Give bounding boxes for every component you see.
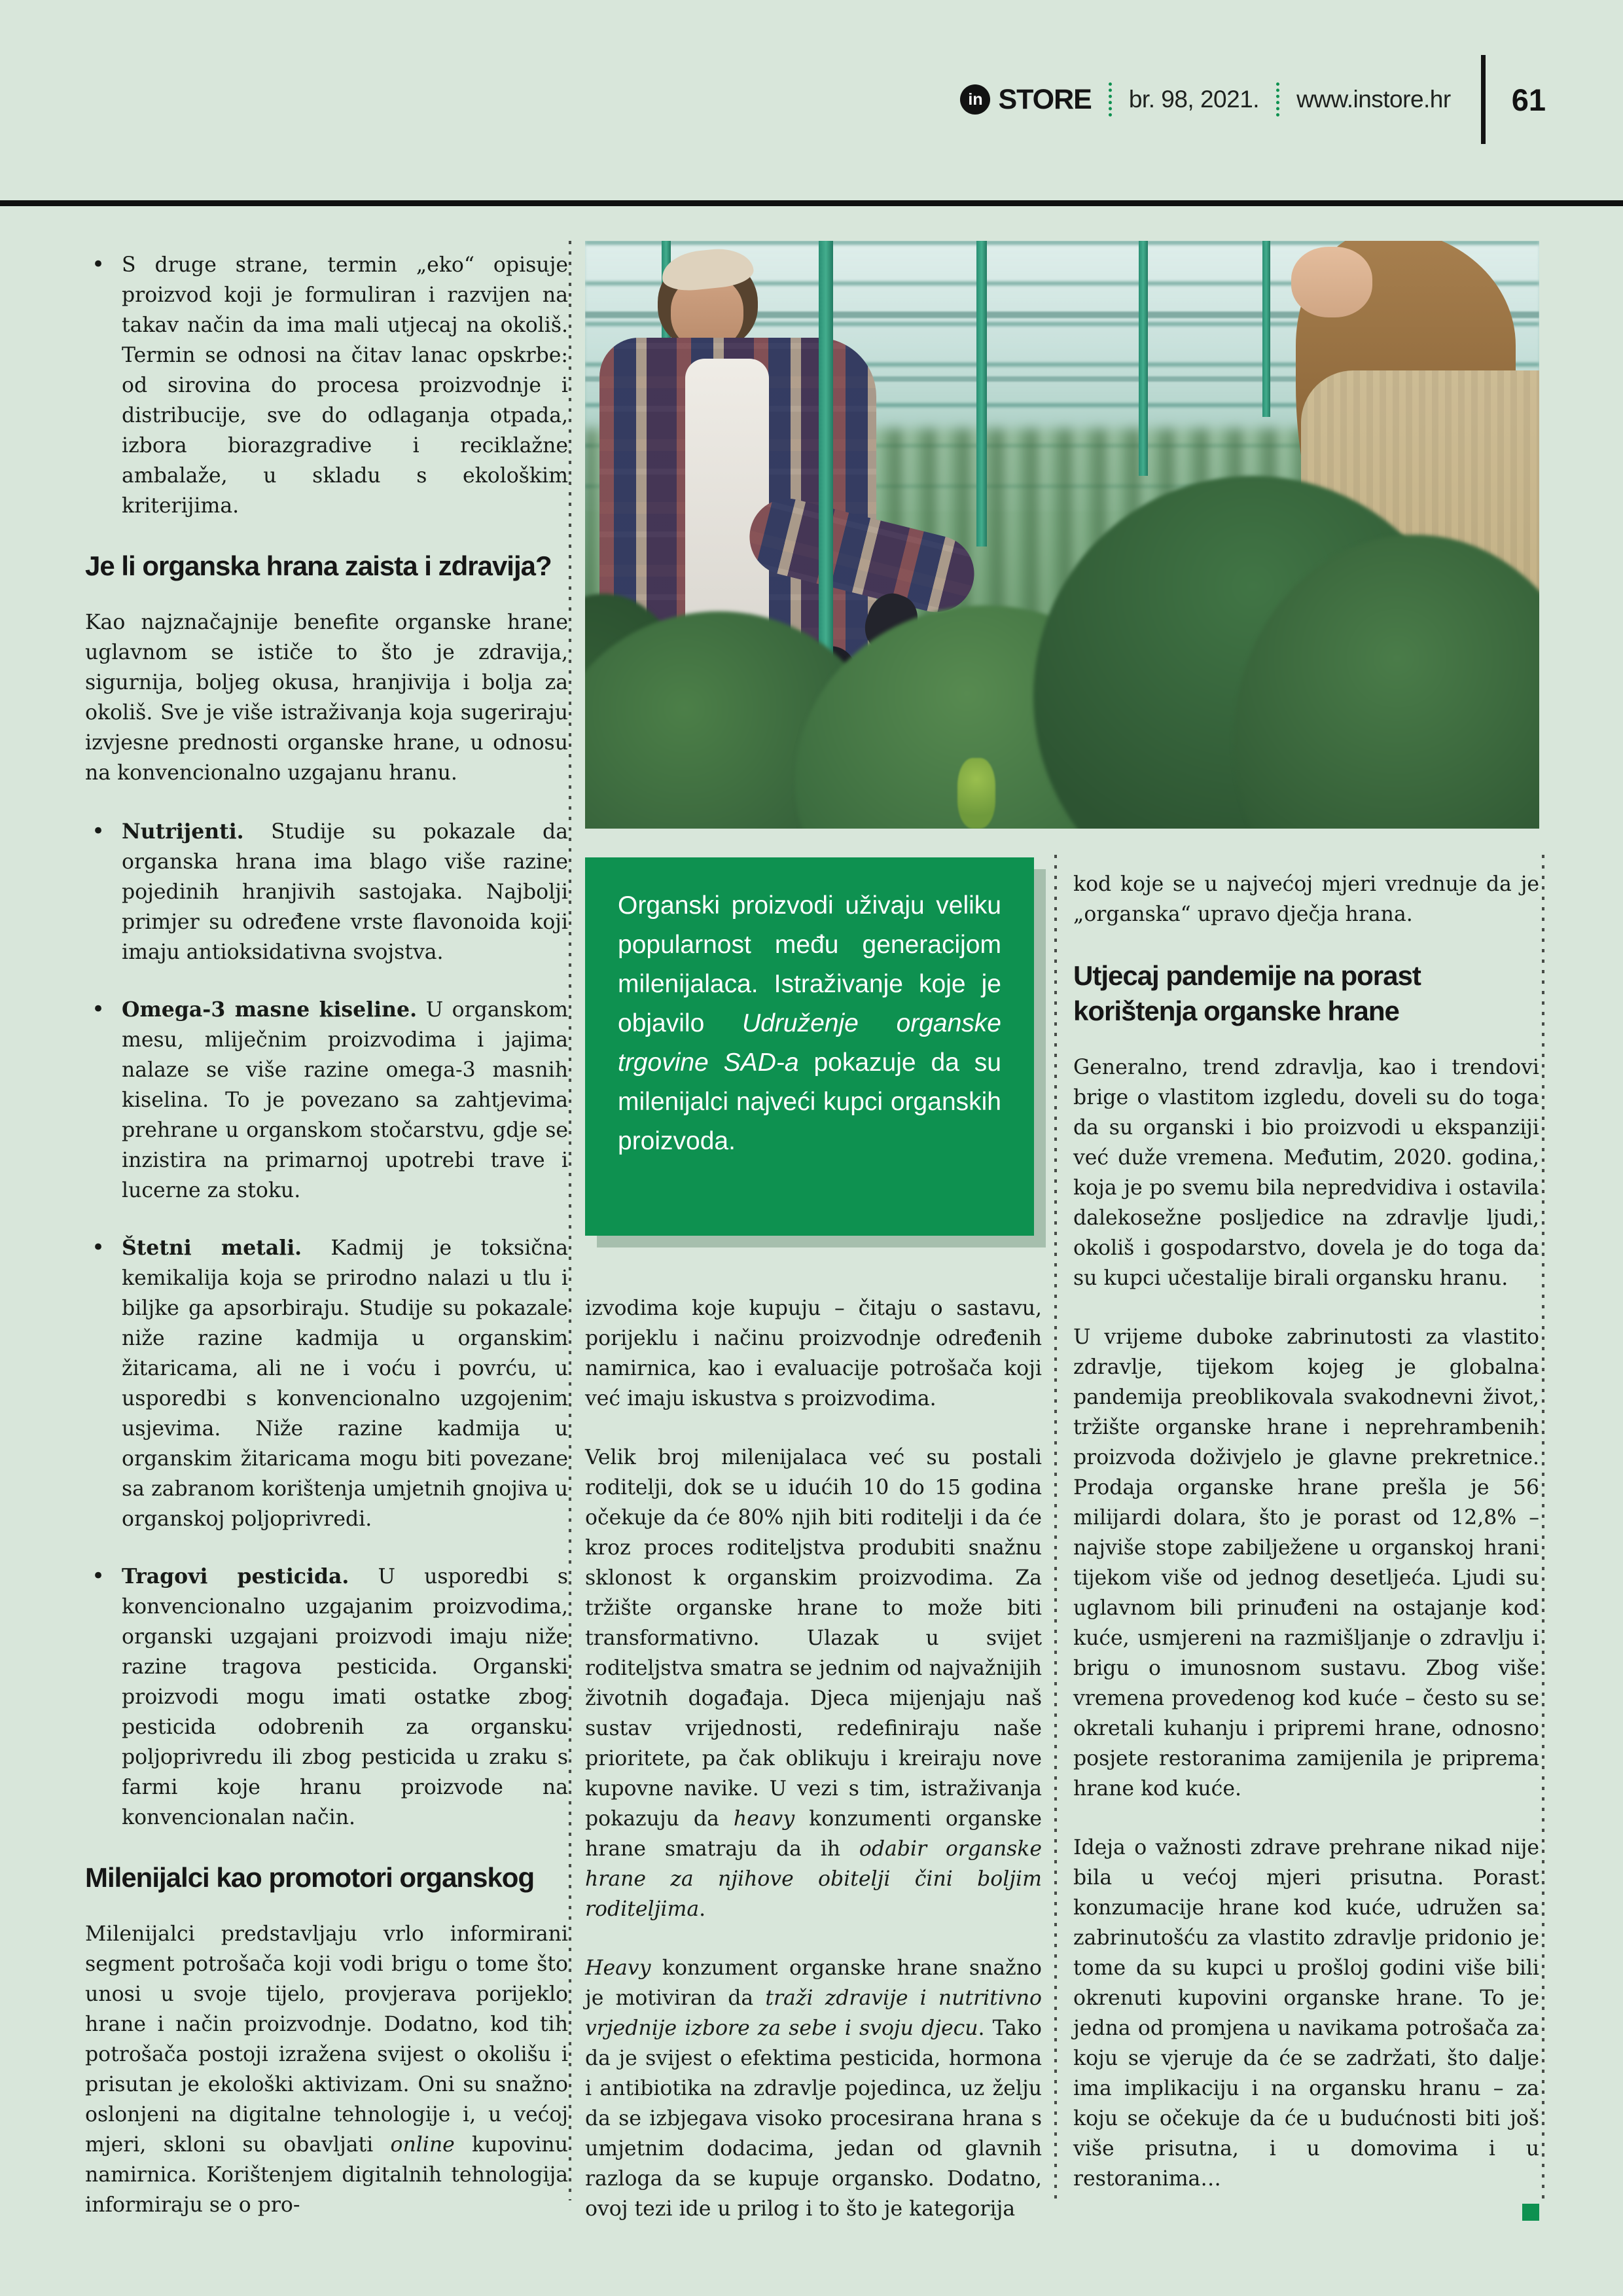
column-separator: [1054, 855, 1057, 2200]
section-heading-millennials: Milenijalci kao promotori organskog: [85, 1862, 535, 1893]
paragraph: Milenijalci predstavljaju vrlo informirani segment potrošača koji vodi brigu o tome što unosi u svoje tijelo, provjerava porijeklo hrane i način proizvodnje. Dodatno, kod tih potrošača postoji izražena svijest o okolišu i prisutan je ekološki aktivizam. Oni su snažno oslonjeni na digitalne tehnologije i, u većoj mjeri, skloni su obavljati online kupovinu namirnica. Korištenjem digitalnih tehnologija informiraju se o pro-: [85, 1922, 568, 2217]
paragraph: Velik broj milenijalaca već su postali roditelji, dok se u idućih 10 do 15 godina očekuje da će 80% njih biti roditelji i da će kroz proces roditeljstva produbiti snažnu sklonost k organskim proizvodima. Za tržište organske hrane to može biti transformativno. Ulazak u svijet roditeljstva smatra se jednim od najvažnijih životnih događaja. Djeca mijenjaju naš sustav vrijednosti, redefiniraju naše prioritete, pa čak oblikuju i kreiraju nove kupovne navike. U vezi s tim, istraživanja pokazuju da heavy konzumenti organske hrane smatraju da ih odabir organske hrane za njihove obitelji čini boljim roditeljima.: [585, 1446, 1042, 1921]
section-heading-pandemic: Utjecaj pandemije na porast korištenja organske hrane: [1073, 960, 1421, 1026]
column-separator: [1542, 855, 1544, 2200]
pull-quote-text: Organski proizvodi uživaju veliku popularnost među generacijom milenijalaca. Istraživanje koje je objavilo Udruženje organske trgovine SAD-a pokazuje da su milenijalci najveći kupci organskih proizvoda.: [618, 891, 1001, 1155]
woman-face: [1291, 247, 1372, 317]
bullet-text-nutrients: Nutrijenti. Studije su pokazale da organska hrana ima blago više razine pojedinih hranjivih sastojaka. Najbolji primjer su određene vrste flavonoida koji imaju antioksidativna svojstva.: [122, 819, 568, 964]
middle-column: [585, 1293, 1042, 2224]
page-number: 61: [1511, 82, 1546, 117]
paragraph: Heavy konzument organske hrane snažno je motiviran da traži zdravije i nutritivno vrjednije izbore za sebe i svoju djecu. Tako da je svijest o efektima pesticida, hormona i antibiotika na zdravlje pojedinca, uz želju da se izbjegava visoko procesirana hrana s umjetnim dodacima, jedan od glavnih razloga da se kupuje organsko. Dodatno, ovoj tezi ide u prilog i to što je kategorija: [585, 1956, 1042, 2221]
instore-logo-text: STORE: [998, 83, 1092, 115]
list-item: [85, 250, 568, 521]
bullet-text-omega3: Omega-3 masne kiseline. U organskom mesu, mliječnim proizvodima i jajima nalaze se više razine omega-3 masnih kiselina. To je povezano sa zahtjevima prehrane u organskom stočarstvu, gdje se inzistira na primarnoj upotrebi trave i lucerne za stoku.: [122, 997, 569, 1202]
paragraph: Generalno, trend zdravlja, kao i trendovi brige o vlastitom izgledu, doveli su do toga da su organski i bio proizvodi u ekspanziji već duže vremena. Međutim, 2020. godina, koja je po svemu bila nepredvidiva i ostavila dalekosežne posljedice na zdravlje ljudi, okoliš i gospodarstvo, dovela je do toga da su kupci učestalije birali organsku hranu.: [1073, 1056, 1539, 1290]
instore-logo-circle-icon: in: [960, 84, 990, 115]
photo-pole: [1262, 241, 1270, 417]
pull-quote-box: [585, 857, 1034, 1236]
photo-pole: [976, 241, 987, 547]
column-separator: [569, 241, 571, 2200]
paragraph: kod koje se u najvećoj mjeri vrednuje da je „organska“ upravo dječja hrana.: [1073, 872, 1539, 926]
issue-label: br. 98, 2021.: [1128, 86, 1260, 113]
header-rule: [0, 200, 1623, 206]
list-item: [85, 995, 568, 1206]
list-item: [85, 1562, 568, 1833]
intro-bullet-text: S druge strane, termin „eko“ opisuje proizvod koji je formuliran i razvijen na takav način da ima mali utjecaj na okoliš. Termin se odnosi na čitav lanac opskrbe: od sirovina do procesa proizvodnje i distribucije, sve do odlaganja otpada, izbora biorazgradive i reciklažne ambalaže, u skladu s ekološkim kriterijima.: [122, 253, 568, 518]
photo-pole: [1139, 241, 1148, 476]
bullet-text-pesticides: Tragovi pesticida. U usporedbi s konvencionalno uzgajanim proizvodima, organski uzgajani proizvodi imaju niže razine tragova pesticida. Organski proizvodi mogu imati ostatke zbog pesticida odobrenih za organsku poljoprivredu ili zbog pesticida u zraku s farmi koje hranu proizvode na konvencionalan način.: [122, 1564, 568, 1829]
greenhouse-photo: [585, 241, 1539, 829]
header-divider-bar: [1481, 55, 1486, 144]
header-dotted-separator-icon: [1109, 82, 1112, 117]
website-link[interactable]: www.instore.hr: [1296, 86, 1451, 113]
right-column: [1073, 869, 1539, 2229]
article-end-marker-icon: [1522, 2204, 1539, 2221]
section-heading-organic-health: Je li organska hrana zaista i zdravija?: [85, 550, 552, 581]
page-header: [960, 55, 1546, 144]
header-dotted-separator-icon: [1276, 82, 1279, 117]
instore-logo: [960, 84, 1091, 116]
list-item: [85, 817, 568, 967]
paragraph: U vrijeme duboke zabrinutosti za vlastito zdravlje, tijekom kojeg je globalna pandemija preoblikovala svakodnevni život, tržište organske hrane i neprehrambenih proizvoda doživjelo je glavne prekretnice. Prodaja organske hrane prešla je 56 milijardi dolara, što je porast od 12,8% – najviše stope zabilježene u organskoj hrani tijekom više od jednog desetljeća. Ljudi su uglavnom bili prinuđeni na ostajanje kod kuće, usmjereni na razmišljanje o zdravlju i brigu o imunosnom sustavu. Zbog više vremena provedenog kod kuće – često su se okretali kuhanju i pripremi hrane, odnosno posjete restoranima zamijenila je priprema hrane kod kuće.: [1073, 1325, 1539, 1801]
paragraph: Ideja o važnosti zdrave prehrane nikad nije bila u većoj mjeri prisutna. Porast konzumacije hrane kod kuće, udružen sa zabrinutošću za vlastito zdravlje pridonio je tome da su kupci u prošloj godini više bili okrenuti kupovini organske hrane. To je jedna od promjena u navikama potrošača za koju se vjeruje da će se zadržati, što dalje ima implikaciju i na organsku hranu – za koju se očekuje da će u budućnosti biti još više prisutna, i u domovima i u restoranima…: [1073, 1836, 1539, 2191]
photo-sprout: [957, 758, 995, 829]
left-column: [85, 250, 568, 2220]
bullet-text-metals: Štetni metali. Kadmij je toksična kemikalija koja se prirodno nalazi u tlu i biljke ga apsorbiraju. Studije su pokazale niže razine kadmija u organskim žitaricama, ali ne i voću i povrću, u usporedbi s konvencionalno uzgojenim usjevima. Niže razine kadmija u organskim žitaricama mogu biti povezane sa zabranom korištenja umjetnih gnojiva u organskoj poljoprivredi.: [122, 1236, 568, 1531]
paragraph: izvodima koje kupuju – čitaju o sastavu, porijeklu i načinu proizvodnje određenih namirnica, kao i evaluacije potrošača koji već imaju iskustva s proizvodima.: [585, 1297, 1042, 1410]
article-end-row: [1073, 2199, 1539, 2229]
paragraph: Kao najznačajnije benefite organske hrane uglavnom se ističe to što je zdravija, sigurnija, boljeg okusa, hranjivija i bolja za okoliš. Sve je više istraživanja koja sugeriraju izvjesne prednosti organske hrane, u odnosu na konvencionalno uzgajanu hranu.: [85, 611, 568, 785]
list-item: [85, 1233, 568, 1534]
